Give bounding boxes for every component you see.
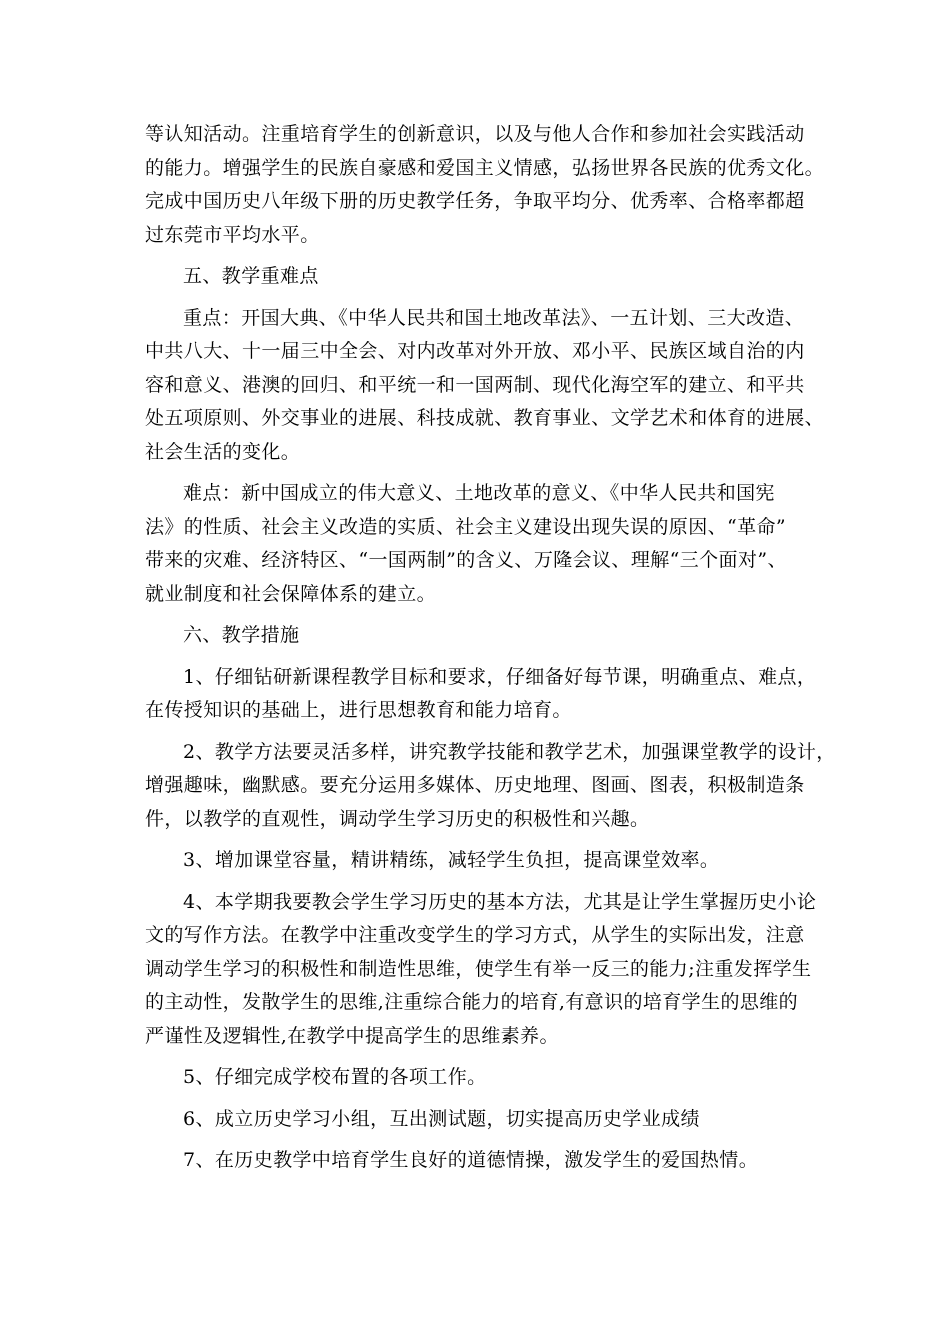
paragraph	[145, 477, 815, 611]
text-line: 增强趣味，幽默感。要充分运用多媒体、历史地理、图画、图表，积极制造条	[145, 774, 805, 796]
paragraph	[145, 736, 836, 837]
text-line: 难点：新中国成立的伟大意义、土地改革的意义、《中华人民共和国宪	[183, 482, 775, 504]
text-line: 4、本学期我要教会学生学习历史的基本方法，尤其是让学生掌握历史小论	[183, 890, 817, 913]
text-line: 文的写作方法。在教学中注重改变学生的学习方式，从学生的实际出发，注意	[145, 924, 805, 946]
text-line: 六、教学措施	[183, 624, 300, 646]
text-line: 1、仔细钻研新课程教学目标和要求，仔细备好每节课，明确重点、难点，	[183, 665, 817, 688]
text-line: 带来的灾难、经济特区、“一国两制”的含义、万隆会议、理解“三个面对”、	[145, 549, 787, 571]
text-line: 就业制度和社会保障体系的建立。	[145, 582, 437, 605]
paragraph	[145, 1103, 815, 1137]
paragraph	[145, 260, 815, 294]
text-line: 3、增加课堂容量，精讲精练，减轻学生负担，提高课堂效率。	[183, 849, 720, 871]
text-line: 6、成立历史学习小组，互出测试题，切实提高历史学业成绩	[183, 1107, 700, 1130]
text-line: 严谨性及逻辑性,在教学中提高学生的思维素养。	[145, 1024, 559, 1047]
text-line: 7、在历史教学中培育学生良好的道德情操，激发学生的爱国热情。	[183, 1149, 759, 1171]
text-line: 5、仔细完成学校布置的各项工作。	[183, 1066, 487, 1088]
text-line: 的主动性，发散学生的思维,注重综合能力的培育,有意识的培育学生的思维的	[145, 991, 799, 1013]
text-line: 重点：开国大典、《中华人民共和国土地改革法》、一五计划、三大改造、	[183, 306, 805, 329]
text-line: 等认知活动。注重培育学生的创新意识，以及与他人合作和参加社会实践活动	[145, 123, 805, 145]
paragraph	[145, 619, 815, 653]
text-line: 处五项原则、外交事业的进展、科技成就、教育事业、文学艺术和体育的进展、	[145, 407, 825, 429]
text-line: 法》的性质、社会主义改造的实质、社会主义建设出现失误的原因、“革命”	[145, 515, 787, 538]
text-line: 调动学生学习的积极性和制造性思维，使学生有举一反三的能力;注重发挥学生	[145, 957, 812, 980]
paragraph	[145, 118, 825, 252]
text-line: 中共八大、十一届三中全会、对内改革对外开放、邓小平、民族区域自治的内	[145, 340, 805, 362]
paragraph	[145, 844, 815, 878]
text-line: 社会生活的变化。	[145, 440, 301, 463]
text-line: 件，以教学的直观性，调动学生学习历史的积极性和兴趣。	[145, 807, 650, 830]
text-line: 2、教学方法要灵活多样，讲究教学技能和教学艺术，加强课堂教学的设计，	[183, 740, 836, 763]
text-line: 在传授知识的基础上，进行思想教育和能力培育。	[145, 699, 572, 721]
paragraph	[145, 1061, 815, 1095]
paragraph	[145, 886, 815, 1054]
text-line: 容和意义、港澳的回归、和平统一和一国两制、现代化海空军的建立、和平共	[145, 373, 805, 396]
text-line: 五、教学重难点	[183, 265, 319, 287]
paragraph	[145, 661, 815, 728]
paragraph	[145, 302, 825, 470]
paragraph	[145, 1144, 815, 1178]
text-line: 过东莞市平均水平。	[145, 223, 320, 246]
document-body	[145, 118, 836, 1178]
text-line: 的能力。增强学生的民族自豪感和爱国主义情感，弘扬世界各民族的优秀文化。	[145, 156, 825, 179]
text-line: 完成中国历史八年级下册的历史教学任务，争取平均分、优秀率、合格率都超	[145, 190, 805, 212]
